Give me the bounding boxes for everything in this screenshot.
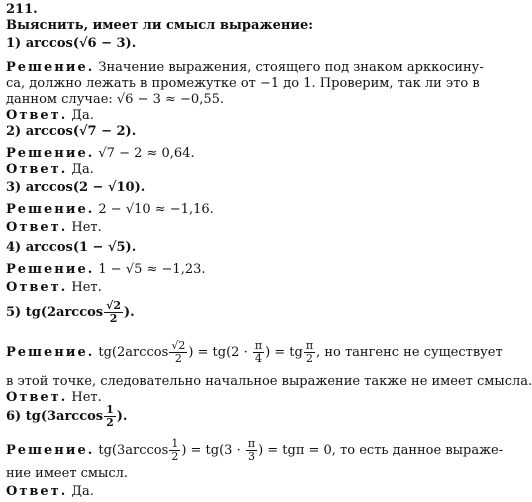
solution-mid: ) = tg(3 ·: [181, 443, 245, 458]
answer-word: Ответ.: [6, 484, 68, 499]
answer-value: Да.: [71, 484, 94, 499]
item-1-expression: [6, 36, 136, 52]
item-6-expr-pre: tg(3arccos: [25, 409, 104, 424]
solution-tail: , но тангенс не существует: [316, 345, 503, 360]
item-1-solution-line-2: са, должно лежать в промежутке от −1 до 1. Проверим, так ли это в: [6, 76, 480, 91]
item-6-expression: [6, 404, 127, 430]
item-1-answer: [6, 108, 94, 124]
item-6-label: 6): [6, 409, 22, 424]
item-3-label: 3): [6, 180, 22, 195]
solution-word: Решение.: [6, 443, 95, 458]
answer-word: Ответ.: [6, 390, 68, 405]
item-6-solution-line-1: [6, 438, 503, 464]
answer-value: Да.: [71, 162, 94, 177]
solution-tail: ) = tgπ = 0, то есть данное выраже-: [258, 443, 504, 458]
item-3-answer: [6, 220, 102, 236]
item-5-fraction: $\frac{√2}{2}$: [106, 299, 122, 325]
item-1-label: 1): [6, 36, 22, 51]
item-2-label: 2): [6, 124, 22, 139]
solution-text: Значение выражения, стоящего под знаком арккосину-: [98, 60, 484, 75]
item-3-solution: [6, 202, 214, 218]
item-4-solution: [6, 262, 206, 278]
item-5-expr-post: ).: [124, 305, 135, 320]
solution-fraction-1: $\frac{√2}{2}$: [171, 339, 186, 365]
item-4-expression: [6, 240, 136, 256]
item-5-label: 5): [6, 305, 22, 320]
solution-word: Решение.: [6, 146, 95, 161]
item-2-expression: [6, 124, 136, 140]
item-1-solution-line-1: [6, 60, 484, 76]
item-4-label: 4): [6, 240, 22, 255]
solution-text: 2 − √10 ≈ −1,16.: [98, 202, 214, 217]
solution-mid: ) = tg(2 ·: [188, 345, 252, 360]
item-2-answer: [6, 162, 94, 178]
item-5-solution-line-1: [6, 340, 503, 366]
item-1-solution-line-3: данном случае: √6 − 3 ≈ −0,55.: [6, 92, 225, 107]
item-6-solution-line-2: ние имеет смысл.: [6, 466, 129, 481]
answer-word: Ответ.: [6, 220, 68, 235]
answer-word: Ответ.: [6, 108, 68, 123]
answer-value: Нет.: [71, 280, 102, 295]
item-6-fraction: $\frac{1}{2}$: [106, 403, 114, 429]
answer-value: Нет.: [71, 220, 102, 235]
item-4-expr: arccos(1 − √5).: [25, 240, 137, 255]
solution-fraction-1: $\frac{1}{2}$: [171, 437, 179, 463]
answer-value: Нет.: [71, 390, 102, 405]
item-2-solution: [6, 146, 195, 162]
solution-mid-2: ) = tg: [265, 345, 303, 360]
solution-pre: tg(2arccos: [98, 345, 169, 360]
solution-word: Решение.: [6, 60, 95, 75]
item-5-expr-pre: tg(2arccos: [25, 305, 104, 320]
problem-number: 211.: [6, 2, 38, 17]
answer-word: Ответ.: [6, 162, 68, 177]
item-3-expr: arccos(2 − √10).: [25, 180, 146, 195]
answer-value: Да.: [71, 108, 94, 123]
item-5-expression: [6, 300, 135, 326]
solution-fraction-2: $\frac{\pi}{3}$: [247, 437, 256, 463]
item-6-expr-post: ).: [116, 409, 128, 424]
solution-fraction-3: $\frac{\pi}{2}$: [305, 339, 314, 365]
answer-word: Ответ.: [6, 280, 68, 295]
solution-word: Решение.: [6, 345, 95, 360]
item-1-expr: arccos(√6 − 3).: [25, 36, 137, 51]
solution-fraction-2: $\frac{\pi}{4}$: [254, 339, 263, 365]
solution-pre: tg(3arccos: [98, 443, 169, 458]
solution-word: Решение.: [6, 262, 95, 277]
item-4-answer: [6, 280, 102, 296]
solution-word: Решение.: [6, 202, 95, 217]
item-2-expr: arccos(√7 − 2).: [25, 124, 137, 139]
item-5-solution-line-2: в этой точке, следовательно начальное выражение также не имеет смысла.: [6, 374, 532, 389]
item-6-answer: [6, 484, 94, 500]
item-3-expression: [6, 180, 145, 196]
solution-text: √7 − 2 ≈ 0,64.: [98, 146, 195, 161]
solution-text: 1 − √5 ≈ −1,23.: [98, 262, 206, 277]
task-statement: Выяснить, имеет ли смысл выражение:: [6, 18, 314, 33]
